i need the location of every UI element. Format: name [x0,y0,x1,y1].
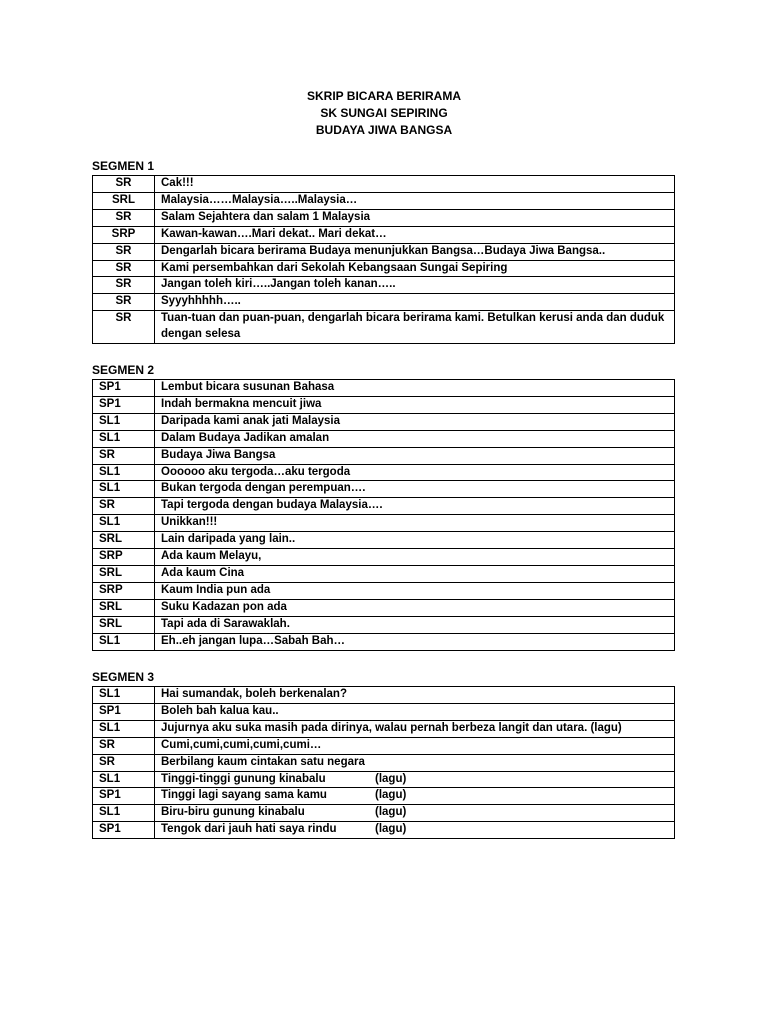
line-text: Tapi ada di Sarawaklah. [161,617,290,630]
line-text: Tinggi lagi sayang sama kamu [161,789,327,802]
line-text: Lain daripada yang lain.. [161,533,296,546]
line-cell [155,754,675,771]
table-row [93,226,675,243]
table-row [93,687,675,704]
line-text: Ada kaum Cina [161,566,245,579]
line-text: Kaum India pun ada [161,583,271,596]
line-cell [155,565,675,582]
speaker-cell: SL1 [93,805,155,822]
speaker-cell: SR [93,447,155,464]
speaker-cell: SR [93,498,155,515]
table-row [93,294,675,311]
table-row [93,447,675,464]
line-cell [155,464,675,481]
speaker-cell: SR [93,176,155,193]
segment-3 [92,669,676,839]
song-note: (lagu) [375,772,407,785]
song-note: (lagu) [375,789,407,802]
table-row [93,616,675,633]
speaker-cell: SP1 [93,788,155,805]
speaker-cell: SRL [93,192,155,209]
line-cell [155,294,675,311]
table-row [93,481,675,498]
speaker-cell: SP1 [93,380,155,397]
line-cell [155,515,675,532]
line-text: Indah bermakna mencuit jiwa [161,397,322,410]
table-row [93,277,675,294]
speaker-cell: SR [93,243,155,260]
line-text: Jujurnya aku suka masih pada dirinya, walau pernah berbeza langit dan utara. (lagu) [161,721,622,734]
table-row [93,633,675,650]
line-text: Jangan toleh kiri…..Jangan toleh kanan….. [161,278,396,291]
table-row [93,430,675,447]
line-cell [155,192,675,209]
line-cell [155,396,675,413]
table-row [93,565,675,582]
line-text: Budaya Jiwa Bangsa [161,448,276,461]
table-row [93,311,675,344]
line-cell [155,805,675,822]
speaker-cell: SR [93,260,155,277]
table-row [93,515,675,532]
speaker-cell: SRL [93,616,155,633]
song-note: (lagu) [375,823,407,836]
table-row [93,720,675,737]
table-row [93,771,675,788]
line-text: Ada kaum Melayu, [161,550,262,563]
speaker-cell: SL1 [93,771,155,788]
line-text: Berbilang kaum cintakan satu negara [161,755,365,768]
segment-title: SEGMEN 2 [92,363,155,377]
segment-title: SEGMEN 1 [92,159,155,173]
segment-2 [92,362,676,651]
table-row [93,805,675,822]
line-cell [155,532,675,549]
speaker-cell: SL1 [93,687,155,704]
document-header [0,88,768,139]
line-cell [155,549,675,566]
speaker-cell: SL1 [93,515,155,532]
line-text: Cumi,cumi,cumi,cumi,cumi… [161,738,322,751]
speaker-cell: SL1 [93,720,155,737]
speaker-cell: SR [93,294,155,311]
speaker-cell: SRP [93,582,155,599]
song-note: (lagu) [375,806,407,819]
table-row [93,209,675,226]
line-cell [155,582,675,599]
line-cell [155,413,675,430]
line-text: Bukan tergoda dengan perempuan…. [161,482,366,495]
table-row [93,260,675,277]
table-row [93,549,675,566]
line-cell [155,311,675,344]
table-row [93,498,675,515]
line-cell [155,633,675,650]
speaker-cell: SRP [93,549,155,566]
line-text: Malaysia……Malaysia…..Malaysia… [161,193,358,206]
table-row [93,788,675,805]
speaker-cell: SRP [93,226,155,243]
script-table [92,175,675,344]
speaker-cell: SRL [93,565,155,582]
table-row [93,822,675,839]
line-cell [155,771,675,788]
speaker-cell: SR [93,311,155,344]
line-cell [155,822,675,839]
line-cell [155,260,675,277]
table-row [93,754,675,771]
line-text: Tengok dari jauh hati saya rindu [161,823,337,836]
line-cell [155,226,675,243]
line-text: Daripada kami anak jati Malaysia [161,414,340,427]
document-title: SKRIP BICARA BERIRAMA [306,89,461,103]
line-text: Salam Sejahtera dan salam 1 Malaysia [161,210,371,223]
table-row [93,243,675,260]
table-row [93,380,675,397]
line-text: Tuan-tuan dan puan-puan, dengarlah bicara berirama kami. Betulkan kerusi anda dan duduk dengan selesa [161,312,665,341]
script-table [92,686,675,839]
line-cell [155,481,675,498]
school-name: SK SUNGAI SEPIRING [320,106,448,120]
speaker-cell: SRL [93,599,155,616]
script-table [92,379,675,651]
table-row [93,582,675,599]
table-row [93,396,675,413]
line-cell [155,687,675,704]
line-text: Dalam Budaya Jadikan amalan [161,431,330,444]
line-text: Tapi tergoda dengan budaya Malaysia…. [161,499,383,512]
speaker-cell: SL1 [93,481,155,498]
line-cell [155,737,675,754]
table-row [93,413,675,430]
line-cell [155,430,675,447]
line-cell [155,599,675,616]
table-row [93,737,675,754]
speaker-cell: SL1 [93,464,155,481]
theme-title: BUDAYA JIWA BANGSA [315,123,453,137]
line-cell [155,616,675,633]
table-row [93,176,675,193]
speaker-cell: SR [93,277,155,294]
speaker-cell: SL1 [93,413,155,430]
speaker-cell: SR [93,209,155,226]
table-row [93,703,675,720]
speaker-cell: SL1 [93,633,155,650]
line-cell [155,243,675,260]
line-text: Biru-biru gunung kinabalu [161,806,305,819]
table-row [93,192,675,209]
line-cell [155,209,675,226]
line-text: Cak!!! [161,177,194,189]
table-row [93,532,675,549]
line-text: Unikkan!!! [161,516,218,529]
line-text: Syyyhhhhh….. [161,295,241,308]
segment-title: SEGMEN 3 [92,670,155,684]
speaker-cell: SR [93,737,155,754]
line-text: Oooooo aku tergoda…aku tergoda [161,465,351,478]
segment-1 [92,158,676,344]
line-text: Tinggi-tinggi gunung kinabalu [161,772,326,785]
speaker-cell: SP1 [93,822,155,839]
line-cell [155,788,675,805]
line-text: Lembut bicara susunan Bahasa [161,381,335,393]
line-cell [155,703,675,720]
speaker-cell: SL1 [93,430,155,447]
speaker-cell: SP1 [93,703,155,720]
speaker-cell: SP1 [93,396,155,413]
line-text: Suku Kadazan pon ada [161,600,287,613]
line-text: Kami persembahkan dari Sekolah Kebangsaan Sungai Sepiring [161,261,508,274]
line-text: Eh..eh jangan lupa…Sabah Bah… [161,634,346,647]
line-cell [155,277,675,294]
speaker-cell: SRL [93,532,155,549]
line-cell [155,176,675,193]
line-cell [155,498,675,515]
speaker-cell: SR [93,754,155,771]
table-row [93,599,675,616]
line-cell [155,380,675,397]
table-row [93,464,675,481]
line-text: Dengarlah bicara berirama Budaya menunjukkan Bangsa…Budaya Jiwa Bangsa.. [161,244,606,257]
line-text: Hai sumandak, boleh berkenalan? [161,688,347,700]
line-text: Kawan-kawan….Mari dekat.. Mari dekat… [161,227,387,240]
line-text: Boleh bah kalua kau.. [161,704,279,717]
line-cell [155,720,675,737]
line-cell [155,447,675,464]
